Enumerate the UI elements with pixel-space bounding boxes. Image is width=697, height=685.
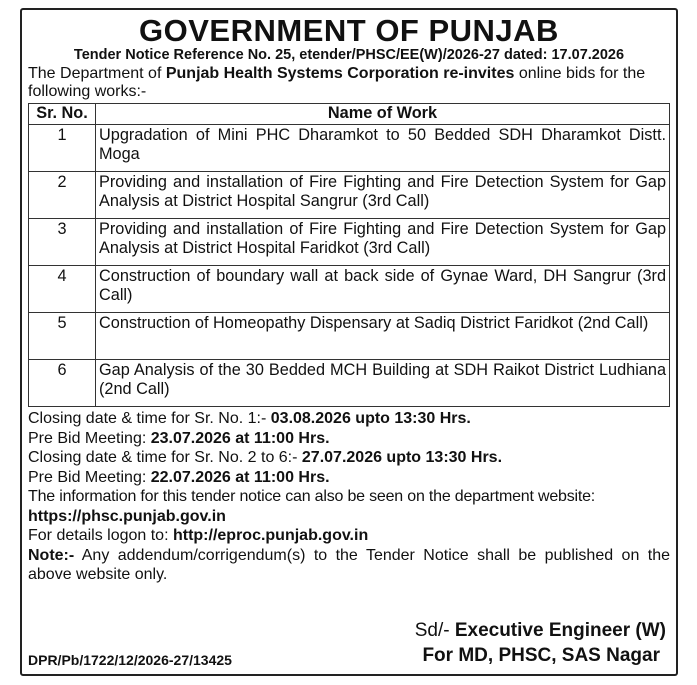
row-sr: 3	[29, 219, 96, 266]
signatory-designation: Executive Engineer (W)	[454, 620, 666, 641]
notice-title: GOVERNMENT OF PUNJAB	[139, 13, 559, 48]
header-sr-no: Sr. No.	[29, 104, 96, 125]
row-work: Providing and installation of Fire Fighting and Fire Detection System for Gap Analysis at District Hospital Faridkot (3rd Call)	[96, 219, 670, 266]
table-row	[29, 313, 670, 360]
closing-2-label: Closing date & time for Sr. No. 2 to 6:-	[28, 449, 302, 466]
row-sr: 2	[29, 172, 96, 219]
row-work: Construction of boundary wall at back side of Gynae Ward, DH Sangrur (3rd Call)	[96, 266, 670, 313]
closing-1-label: Closing date & time for Sr. No. 1:-	[28, 410, 271, 427]
table-row	[29, 125, 670, 172]
tender-reference: Tender Notice Reference No. 25, etender/PHSC/EE(W)/2026-27 dated: 17.07.2026	[73, 47, 625, 63]
intro-paragraph	[28, 65, 670, 101]
intro-part2: online bids for the following works:-	[28, 65, 646, 100]
prebid-2-label: Pre Bid Meeting:	[28, 468, 151, 486]
prebid-meeting-1	[28, 429, 670, 449]
signature-line-1	[415, 619, 666, 643]
department-name: Punjab Health Systems Corporation re-invites	[165, 65, 515, 82]
info-text: The information for this tender notice can also be seen on the department website:	[28, 488, 596, 505]
row-work: Upgradation of Mini PHC Dharamkot to 50 Bedded SDH Dharamkot Distt. Moga	[96, 125, 670, 172]
row-sr: 1	[29, 125, 96, 172]
works-table	[28, 103, 670, 407]
closing-date-2	[28, 448, 670, 468]
table-header-row	[29, 104, 670, 125]
logon-line	[28, 526, 670, 546]
website-link[interactable]: https://phsc.punjab.gov.in	[28, 507, 226, 525]
note	[28, 546, 670, 585]
note-text: Any addendum/corrigendum(s) to the Tender Notice shall be published on the above website only.	[28, 546, 670, 583]
eproc-link[interactable]: http://eproc.punjab.gov.in	[172, 527, 369, 544]
row-sr: 4	[29, 266, 96, 313]
note-label: Note:-	[28, 546, 75, 564]
row-work: Gap Analysis of the 30 Bedded MCH Building at SDH Raikot District Ludhiana (2nd Call)	[96, 360, 670, 407]
prebid-2-value: 22.07.2026 at 11:00 Hrs.	[150, 468, 330, 486]
intro-part1: The Department of	[28, 65, 166, 82]
logon-label: For details logon to:	[28, 527, 173, 544]
header-name-of-work: Name of Work	[96, 104, 670, 125]
table-row	[29, 360, 670, 407]
row-sr: 6	[29, 360, 96, 407]
sd-prefix: Sd/-	[414, 620, 455, 641]
closing-1-value: 03.08.2026 upto 13:30 Hrs.	[270, 410, 471, 427]
row-sr: 5	[29, 313, 96, 360]
website-line	[28, 507, 670, 527]
signature-line-2: For MD, PHSC, SAS Nagar	[422, 645, 660, 666]
prebid-meeting-2	[28, 468, 670, 488]
table-row	[29, 172, 670, 219]
prebid-1-label: Pre Bid Meeting:	[28, 429, 151, 447]
prebid-1-value: 23.07.2026 at 11:00 Hrs.	[150, 429, 330, 447]
dpr-number: DPR/Pb/1722/12/2026-27/13425	[28, 652, 232, 668]
tender-notice	[20, 8, 678, 676]
closing-date-1	[28, 409, 670, 429]
table-row	[29, 219, 670, 266]
table-row	[29, 266, 670, 313]
closing-2-value: 27.07.2026 upto 13:30 Hrs.	[301, 449, 503, 466]
tender-details	[28, 409, 670, 585]
row-work: Construction of Homeopathy Dispensary at Sadiq District Faridkot (2nd Call)	[96, 313, 670, 360]
row-work: Providing and installation of Fire Fighting and Fire Detection System for Gap Analysis at District Hospital Sangrur (3rd Call)	[96, 172, 670, 219]
